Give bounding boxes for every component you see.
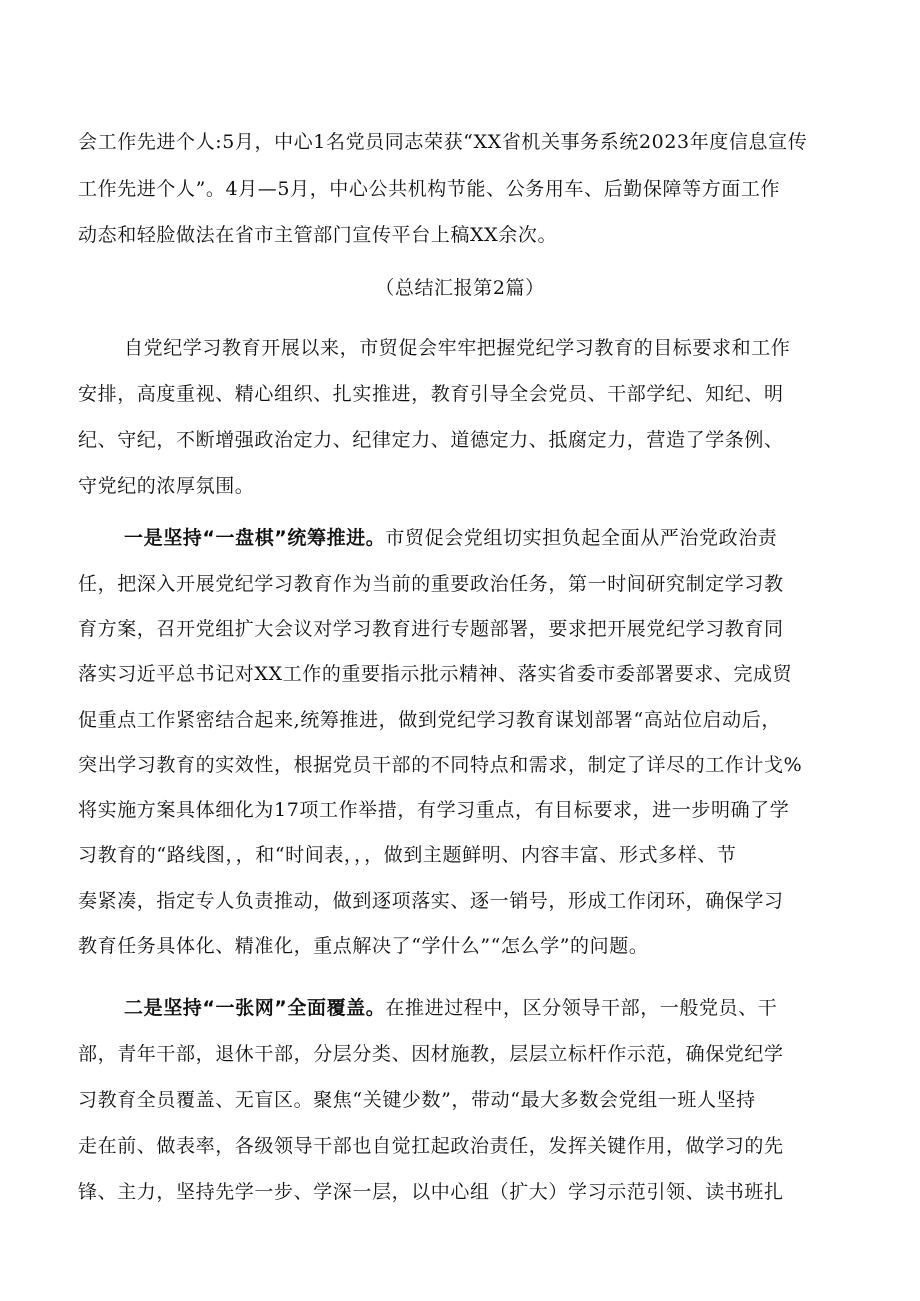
text-line: 促重点工作紧密结合起来,统筹推进，做到党纪学习教育谋划部署“高站位启动后， [78,709,781,731]
text-line: 自党纪学习教育开展以来，市贸促会牢牢把握党纪学习教育的目标要求和工作 [124,337,791,359]
text-line: 任，把深入开展党纪学习教育作为当前的重要政治任务，第一时间研究制定学习教 [78,573,784,595]
text-line: 将实施方案具体细化为17项工作举措，有学习重点，有目标要求，进一步明确了学 [78,799,790,821]
text-line: 习教育全员覆盖、无盲区。聚焦“关键少数”，带动“最大多数会党组一班人坚持 [78,1089,756,1111]
text-line: 部，青年干部，退休干部，分层分类、因材施教，层层立标杆作示范，确保党纪学 [78,1043,784,1065]
text-line: 动态和轻脸做法在省市主管部门宣传平台上稿XX余次。 [78,224,558,246]
text-line: 会工作先进个人:5月，中心1名党员同志荣获“XX省机关事务系统2023年度信息宣传 [78,131,808,153]
text-line: 走在前、做表率，各级领导干部也自觉扛起政治责任，发挥关键作用，做学习的先 [78,1135,784,1157]
text-line: 育方案，召开党组扩大会议对学习教育进行专题部署，要求把开展党纪学习教育同 [78,618,784,640]
section-title: （总结汇报第2篇） [375,277,545,299]
paragraph-first-line [124,526,777,550]
text-line: 突出学习教育的实效性，根据党员干部的不同特点和需求，制定了详尽的工作计戈% [78,754,803,776]
point-heading: 二是坚持“一张网”全面覆盖。 [124,997,386,1019]
text-line: 安排，高度重视、精心组织、扎实推进，教育引导全会党员、干部学纪、知纪、明 [78,383,784,405]
text-span: 在推进过程中，区分领导干部，一般党员、干 [385,997,778,1019]
text-line: 教育任务具体化、精准化，重点解决了“学什么”“怎么学”的问题。 [78,935,649,957]
text-line: 落实习近平总书记对XX工作的重要指示批示精神、落实省委市委部署要求、完成贸 [78,663,793,685]
point-heading: 一是坚持“一盘棋”统筹推进。 [124,527,386,549]
text-line: 纪、守纪，不断增强政治定力、纪律定力、道德定力、抵腐定力，营造了学条例、 [78,429,784,451]
text-line: 工作先进个人”。4月—5月，中心公共机构节能、公务用车、后勤保障等方面工作 [78,178,781,200]
text-line: 锋、主力，坚持先学一步、学深一层，以中心组（扩大）学习示范引领、读书班扎 [78,1181,784,1203]
text-span: 市贸促会党组切实担负起全面从严治党政治责 [385,527,778,549]
text-line: 奏紧凑，指定专人负责推动，做到逐项落实、逐一销号，形成工作闭环，确保学习 [78,890,784,912]
text-line: 守党纪的浓厚氛围。 [78,475,255,497]
text-line: 习教育的“路线图，，和“时间表，，，做到主题鲜明、内容丰富、形式多样、节 [78,844,737,866]
paragraph-first-line [124,996,777,1020]
